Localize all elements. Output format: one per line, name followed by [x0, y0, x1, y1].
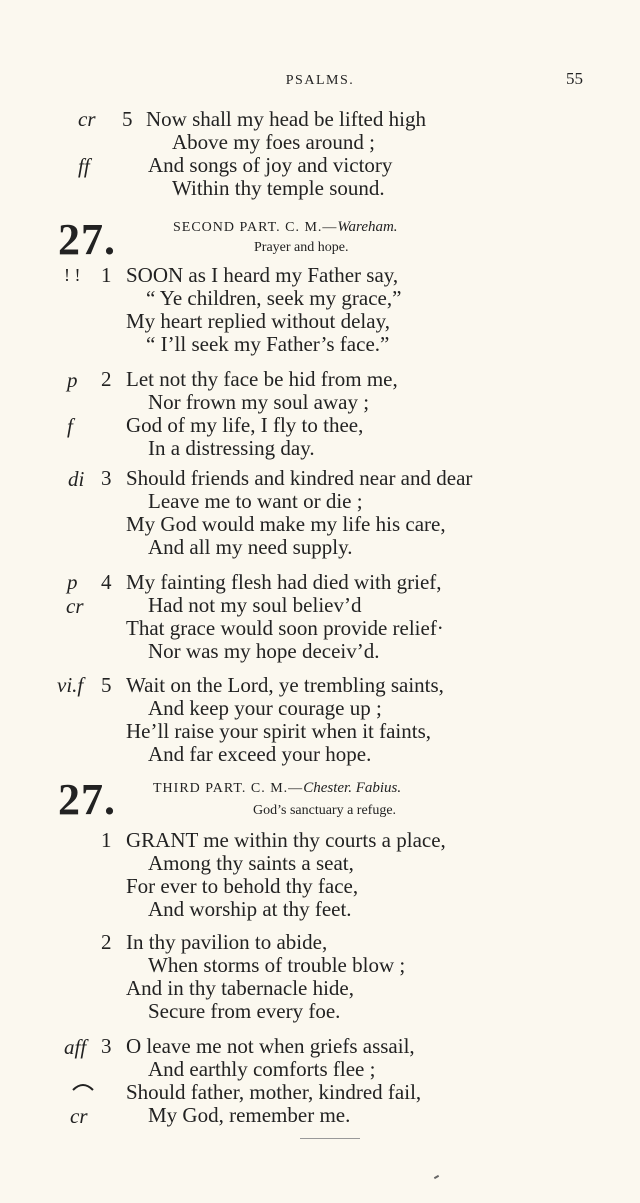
verse-number: 5	[101, 673, 112, 697]
verse-line: In thy pavilion to abide,	[126, 930, 328, 954]
page-number: 55	[566, 69, 583, 88]
end-rule	[300, 1138, 360, 1139]
dynamic-mark-cr: cr	[66, 594, 84, 618]
verse-line: He’ll raise your spirit when it faints,	[126, 719, 432, 743]
verse-line: And far exceed your hope.	[148, 742, 372, 766]
dynamic-mark-cr: cr	[70, 1104, 88, 1128]
verse-line: God of my life, I fly to thee,	[126, 413, 364, 437]
hymn-number: 27.	[58, 775, 116, 824]
verse-line: For ever to behold thy face,	[126, 874, 359, 898]
verse-line: That grace would soon provide relief·	[126, 616, 444, 640]
verse-line: And keep your courage up ;	[148, 696, 382, 720]
marking: ! !	[64, 265, 81, 285]
verse-line: My God would make my life his care,	[126, 512, 446, 536]
verse-line: “ I’ll seek my Father’s face.”	[146, 332, 390, 356]
verse-line: Nor was my hope deceiv’d.	[148, 639, 380, 663]
part-title: SECOND PART. C. M.—Wareham.	[173, 219, 398, 235]
dynamic-mark-cr: cr	[78, 107, 96, 131]
verse-line: In a distressing day.	[148, 436, 315, 460]
verse-line: Within thy temple sound.	[172, 176, 385, 200]
verse-line: And in thy tabernacle hide,	[126, 976, 355, 1000]
dynamic-mark-vif: vi.f	[57, 673, 84, 697]
verse-line: SOON as I heard my Father say,	[126, 263, 399, 287]
part-title: THIRD PART. C. M.—Chester. Fabius.	[153, 780, 402, 796]
verse-line: Now shall my head be lifted high	[146, 107, 426, 131]
dynamic-mark-p: p	[67, 570, 78, 594]
verse-line: O leave me not when griefs assail,	[126, 1034, 415, 1058]
dynamic-mark-p: p	[67, 368, 78, 392]
verse-line: Had not my soul believ’d	[148, 593, 362, 617]
part-subtitle: God’s sanctuary a refuge.	[253, 803, 397, 818]
verse-line: Leave me to want or die ;	[148, 489, 363, 513]
verse-number: 4	[101, 570, 112, 594]
verse-line: When storms of trouble blow ;	[148, 953, 406, 977]
verse-number: 1	[101, 263, 112, 287]
verse-number: 3	[101, 466, 112, 490]
print-speck	[434, 1175, 439, 1179]
verse-line: Should father, mother, kindred fail,	[126, 1080, 422, 1104]
verse-line: Above my foes around ;	[172, 130, 375, 154]
verse-number: 2	[101, 367, 112, 391]
verse-line: My God, remember me.	[148, 1103, 351, 1127]
verse-line: And worship at thy feet.	[148, 897, 352, 921]
running-title: PSALMS.	[285, 73, 355, 88]
dynamic-mark-aff: aff	[64, 1035, 87, 1059]
verse-line: GRANT me within thy courts a place,	[126, 828, 446, 852]
dynamic-mark-di: di	[68, 467, 85, 491]
verse-line: Nor frown my soul away ;	[148, 390, 370, 414]
dynamic-mark-ff: ff	[78, 154, 90, 178]
fermata-icon	[72, 1083, 94, 1091]
verse-line: And songs of joy and victory	[148, 153, 393, 177]
verse-line: Let not thy face be hid from me,	[126, 367, 398, 391]
verse-number: 2	[101, 930, 112, 954]
part-subtitle: Prayer and hope.	[254, 240, 349, 255]
verse-line: My fainting flesh had died with grief,	[126, 570, 442, 594]
hymn-number: 27.	[58, 215, 116, 264]
verse-line: Among thy saints a seat,	[148, 851, 354, 875]
verse-line: Wait on the Lord, ye trembling saints,	[126, 673, 444, 697]
verse-line: My heart replied without delay,	[126, 309, 390, 333]
verse-line: And earthly comforts flee ;	[148, 1057, 376, 1081]
dynamic-mark-f: f	[67, 414, 73, 438]
verse-number: 1	[101, 828, 112, 852]
verse-line: And all my need supply.	[148, 535, 353, 559]
verse-line: Secure from every foe.	[148, 999, 341, 1023]
verse-number: 5	[122, 107, 133, 131]
verse-number: 3	[101, 1034, 112, 1058]
verse-line: “ Ye children, seek my grace,”	[146, 286, 402, 310]
verse-line: Should friends and kindred near and dear	[126, 466, 473, 490]
